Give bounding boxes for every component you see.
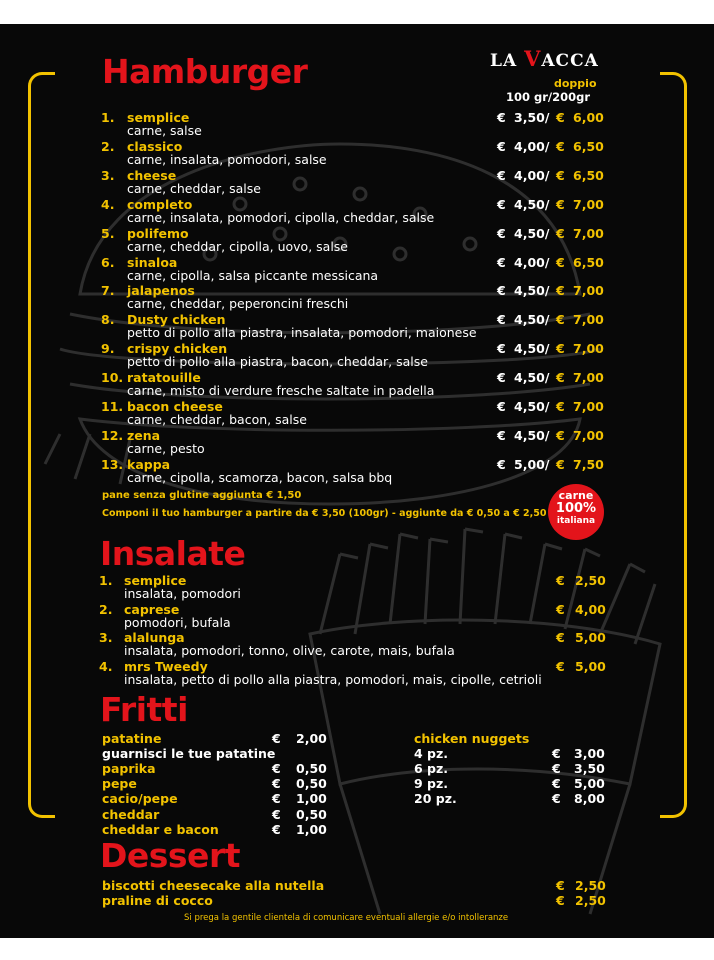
burger-euro-symbol: €	[497, 139, 506, 154]
fritti-euro-symbol: €	[272, 807, 281, 822]
burger-name: jalapenos	[127, 283, 195, 298]
burger-number: 6.	[101, 255, 115, 270]
gluten-note: pane senza glutine aggiunta € 1,50	[102, 490, 302, 501]
burger-description: carne, insalata, pomodori, cipolla, cheddar, salse	[127, 210, 435, 225]
salad-price: 5,00	[575, 659, 606, 674]
burger-euro-symbol: €	[497, 168, 506, 183]
burger-name: Dusty chicken	[127, 312, 226, 327]
dessert-price: 2,50	[575, 893, 606, 908]
right-border-bracket	[660, 72, 687, 818]
burger-description: carne, pesto	[127, 441, 205, 456]
dessert-name: praline di cocco	[102, 893, 213, 908]
salad-number: 4.	[99, 659, 113, 674]
burger-number: 7.	[101, 283, 115, 298]
burger-price-double: 7,00	[573, 197, 604, 212]
fries-sketch-icon	[300, 524, 670, 924]
burger-price-double: 7,00	[573, 341, 604, 356]
dessert-price: 2,50	[575, 878, 606, 893]
burger-number: 10.	[101, 370, 124, 385]
burger-euro-symbol: €	[497, 110, 506, 125]
salad-euro-symbol: €	[556, 630, 565, 645]
burger-price-single: 4,50/	[514, 197, 550, 212]
dessert-title: Dessert	[100, 836, 240, 875]
burger-euro-symbol-double: €	[556, 110, 565, 125]
burger-name: ratatouille	[127, 370, 201, 385]
salad-euro-symbol: €	[556, 602, 565, 617]
burger-euro-symbol-double: €	[556, 168, 565, 183]
burger-number: 3.	[101, 168, 115, 183]
burger-euro-symbol: €	[497, 399, 506, 414]
nuggets-euro-symbol: €	[552, 791, 561, 806]
fritti-euro-symbol: €	[272, 822, 281, 837]
badge-line2: 100%	[555, 501, 597, 516]
nuggets-price: 5,00	[574, 776, 605, 791]
burger-number: 1.	[101, 110, 115, 125]
fritti-price: 0,50	[296, 776, 327, 791]
compose-note: Componi il tuo hamburger a partire da € 3,50 (100gr) - aggiunte da € 0,50 a € 2,50	[102, 508, 547, 519]
dessert-name: biscotti cheesecake alla nutella	[102, 878, 325, 893]
burger-price-double: 7,00	[573, 283, 604, 298]
burger-price-single: 4,50/	[514, 428, 550, 443]
burger-description: carne, cheddar, bacon, salse	[127, 412, 307, 427]
burger-price-single: 4,00/	[514, 168, 550, 183]
salad-name: mrs Tweedy	[124, 659, 208, 674]
salad-name: alalunga	[124, 630, 185, 645]
fritti-item-name: paprika	[102, 761, 156, 776]
burger-price-single: 4,50/	[514, 341, 550, 356]
badge-line1: carne	[558, 489, 594, 502]
burger-description: carne, salse	[127, 123, 202, 138]
badge-line3: italiana	[556, 516, 596, 526]
burger-price-double: 6,50	[573, 139, 604, 154]
fritti-subtitle: guarnisci le tue patatine	[102, 746, 276, 761]
burger-name: polifemo	[127, 226, 189, 241]
burger-name: zena	[127, 428, 161, 443]
burger-number: 5.	[101, 226, 115, 241]
burger-price-double: 6,50	[573, 168, 604, 183]
salad-description: insalata, petto di pollo alla piastra, pomodori, mais, cipolle, cetrioli	[124, 672, 542, 687]
burger-number: 11.	[101, 399, 124, 414]
burger-price-single: 4,50/	[514, 312, 550, 327]
nuggets-quantity: 20 pz.	[414, 791, 457, 806]
burger-price-double: 7,00	[573, 312, 604, 327]
fritti-price: 2,00	[296, 731, 327, 746]
fritti-euro-symbol: €	[272, 731, 281, 746]
fritti-item-name: pepe	[102, 776, 137, 791]
burger-euro-symbol-double: €	[556, 283, 565, 298]
burger-description: carne, cheddar, peperoncini freschi	[127, 296, 349, 311]
burger-price-single: 4,50/	[514, 370, 550, 385]
fritti-price: 0,50	[296, 761, 327, 776]
burger-number: 12.	[101, 428, 124, 443]
hamburger-title: Hamburger	[102, 52, 308, 91]
salad-number: 1.	[99, 573, 113, 588]
logo-suffix: ACCA	[541, 51, 599, 71]
burger-number: 4.	[101, 197, 115, 212]
burger-euro-symbol-double: €	[556, 341, 565, 356]
burger-euro-symbol: €	[497, 197, 506, 212]
burger-number: 2.	[101, 139, 115, 154]
burger-euro-symbol: €	[497, 255, 506, 270]
burger-description: petto di pollo alla piastra, bacon, cheddar, salse	[127, 354, 428, 369]
left-border-bracket	[28, 72, 55, 818]
burger-euro-symbol-double: €	[556, 370, 565, 385]
burger-euro-symbol: €	[497, 283, 506, 298]
burger-description: carne, cheddar, salse	[127, 181, 261, 196]
burger-price-double: 6,50	[573, 255, 604, 270]
burger-number: 9.	[101, 341, 115, 356]
fritti-title: Fritti	[100, 690, 188, 729]
salad-price: 2,50	[575, 573, 606, 588]
salad-description: insalata, pomodori	[124, 586, 241, 601]
burger-price-single: 3,50/	[514, 110, 550, 125]
nuggets-quantity: 6 pz.	[414, 761, 449, 776]
fritti-item-name: cheddar e bacon	[102, 822, 219, 837]
nuggets-title: chicken nuggets	[414, 731, 530, 746]
burger-description: carne, cheddar, cipolla, uovo, salse	[127, 239, 349, 254]
burger-name: completo	[127, 197, 193, 212]
burger-euro-symbol: €	[497, 370, 506, 385]
burger-number: 8.	[101, 312, 115, 327]
burger-price-single: 4,50/	[514, 226, 550, 241]
salad-description: pomodori, bufala	[124, 615, 231, 630]
burger-price-single: 4,50/	[514, 399, 550, 414]
fritti-euro-symbol: €	[272, 791, 281, 806]
burger-euro-symbol-double: €	[556, 255, 565, 270]
burger-euro-symbol-double: €	[556, 226, 565, 241]
burger-price-double: 7,50	[573, 457, 604, 472]
burger-number: 13.	[101, 457, 124, 472]
fritti-euro-symbol: €	[272, 776, 281, 791]
nuggets-euro-symbol: €	[552, 776, 561, 791]
menu-panel	[0, 24, 714, 938]
burger-price-single: 4,00/	[514, 255, 550, 270]
burger-euro-symbol-double: €	[556, 197, 565, 212]
burger-price-double: 7,00	[573, 226, 604, 241]
nuggets-price: 3,50	[574, 761, 605, 776]
burger-euro-symbol-double: €	[556, 457, 565, 472]
burger-euro-symbol: €	[497, 457, 506, 472]
burger-description: carne, cipolla, scamorza, bacon, salsa bbq	[127, 470, 393, 485]
salad-euro-symbol: €	[556, 659, 565, 674]
nuggets-price: 3,00	[574, 746, 605, 761]
burger-euro-symbol: €	[497, 312, 506, 327]
burger-price-double: 6,00	[573, 110, 604, 125]
italian-meat-badge	[548, 484, 604, 540]
dessert-euro-symbol: €	[556, 878, 565, 893]
salad-description: insalata, pomodori, tonno, olive, carote, mais, bufala	[124, 643, 455, 658]
burger-euro-symbol: €	[497, 341, 506, 356]
burger-name: crispy chicken	[127, 341, 228, 356]
burger-price-double: 7,00	[573, 370, 604, 385]
burger-euro-symbol: €	[497, 226, 506, 241]
burger-name: semplice	[127, 110, 190, 125]
burger-name: sinaloa	[127, 255, 178, 270]
salad-euro-symbol: €	[556, 573, 565, 588]
burger-euro-symbol-double: €	[556, 399, 565, 414]
burger-euro-symbol-double: €	[556, 428, 565, 443]
burger-price-double: 7,00	[573, 428, 604, 443]
salad-number: 2.	[99, 602, 113, 617]
fritti-price: 1,00	[296, 822, 327, 837]
price-header-top: doppio	[554, 77, 597, 90]
fritti-price: 1,00	[296, 791, 327, 806]
burger-price-single: 4,50/	[514, 283, 550, 298]
burger-price-single: 4,00/	[514, 139, 550, 154]
brand-logo	[490, 46, 599, 71]
burger-description: petto di pollo alla piastra, insalata, pomodori, maionese	[127, 325, 477, 340]
burger-name: bacon cheese	[127, 399, 223, 414]
burger-price-single: 5,00/	[514, 457, 550, 472]
salad-price: 4,00	[575, 602, 606, 617]
dessert-euro-symbol: €	[556, 893, 565, 908]
salad-name: caprese	[124, 602, 180, 617]
salad-price: 5,00	[575, 630, 606, 645]
fritti-price: 0,50	[296, 807, 327, 822]
insalate-title: Insalate	[100, 534, 246, 573]
salad-name: semplice	[124, 573, 187, 588]
fritti-item-name: patatine	[102, 731, 162, 746]
burger-description: carne, insalata, pomodori, salse	[127, 152, 327, 167]
price-header-bottom: 100 gr/200gr	[506, 90, 591, 104]
burger-euro-symbol-double: €	[556, 312, 565, 327]
nuggets-price: 8,00	[574, 791, 605, 806]
burger-euro-symbol: €	[497, 428, 506, 443]
allergy-footer: Si prega la gentile clientela di comunicare eventuali allergie e/o intolleranze	[184, 913, 509, 923]
burger-price-double: 7,00	[573, 399, 604, 414]
nuggets-euro-symbol: €	[552, 746, 561, 761]
logo-prefix: LA	[490, 51, 525, 71]
nuggets-quantity: 9 pz.	[414, 776, 449, 791]
burger-description: carne, cipolla, salsa piccante messicana	[127, 268, 379, 283]
fritti-item-name: cacio/pepe	[102, 791, 178, 806]
fritti-item-name: cheddar	[102, 807, 160, 822]
fritti-euro-symbol: €	[272, 761, 281, 776]
salad-number: 3.	[99, 630, 113, 645]
burger-name: classico	[127, 139, 183, 154]
burger-name: kappa	[127, 457, 171, 472]
burger-description: carne, misto di verdure fresche saltate in padella	[127, 383, 435, 398]
nuggets-euro-symbol: €	[552, 761, 561, 776]
logo-v-horns: V	[524, 46, 542, 71]
burger-name: cheese	[127, 168, 177, 183]
burger-euro-symbol-double: €	[556, 139, 565, 154]
nuggets-quantity: 4 pz.	[414, 746, 449, 761]
